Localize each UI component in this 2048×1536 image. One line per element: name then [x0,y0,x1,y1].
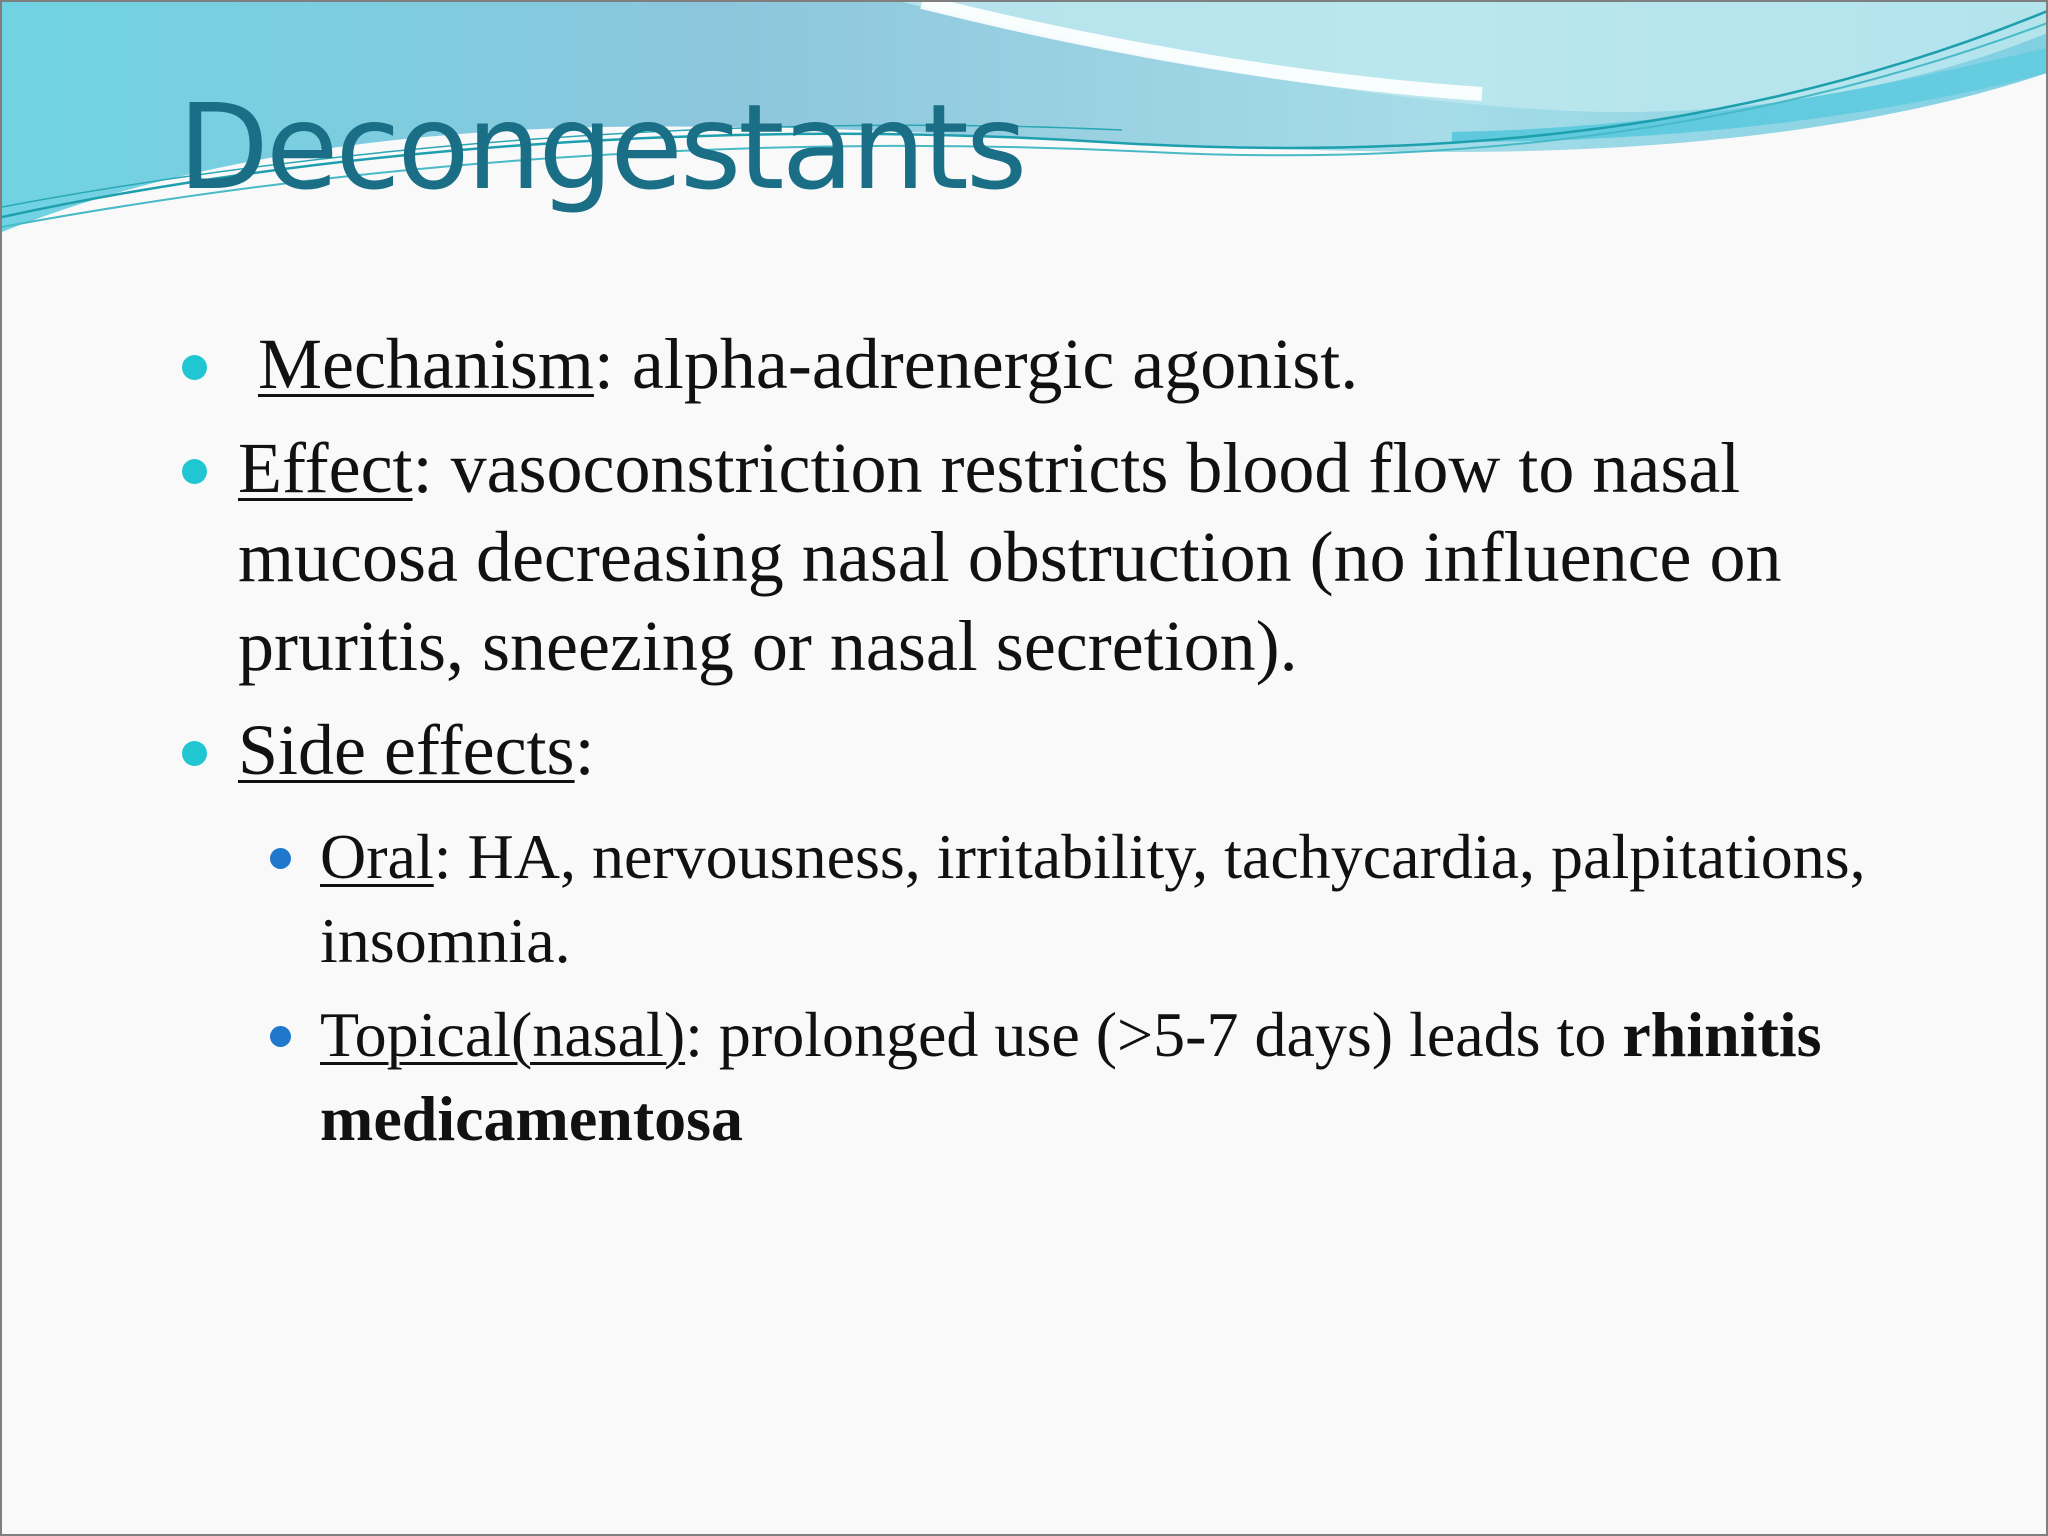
bullet-term: Effect [238,428,413,508]
bullet-text: : alpha-adrenergic agonist. [593,324,1359,404]
bullet-item-effect [178,424,1898,691]
bullet-term: Mechanism [258,324,594,404]
sub-bullet-bold-text: rhinitis medicamentosa [320,999,1822,1154]
sub-bullet-term: Topical(nasal) [320,999,686,1070]
bullet-text: : vasoconstriction restricts blood flow to nasal mucosa decreasing nasal obstruction (no influence on pruritis, sneezing or nasal secretion). [238,428,1782,686]
sub-bullet-list [178,815,1898,1161]
bullet-dot-icon [182,741,207,766]
bullet-term: Side effects [238,710,575,790]
sub-bullet-term: Oral [320,821,434,892]
sub-bullet-text: : prolonged use (>5-7 days) leads to [685,999,1623,1070]
sub-bullet-item-topical [320,993,1898,1161]
sub-bullet-item-oral [320,815,1898,983]
slide-title: Decongestants [178,78,1025,216]
bullet-dot-icon [182,355,207,380]
bullet-list [178,320,1898,1171]
sub-bullet-dot-icon [270,1026,291,1047]
bullet-dot-icon [182,459,207,484]
bullet-item-side-effects [178,706,1898,795]
bullet-text: : [574,710,595,790]
bullet-item-mechanism [178,320,1898,409]
sub-bullet-dot-icon [270,848,291,869]
sub-bullet-text: : HA, nervousness, irritability, tachycardia, palpitations, insomnia. [320,821,1866,976]
